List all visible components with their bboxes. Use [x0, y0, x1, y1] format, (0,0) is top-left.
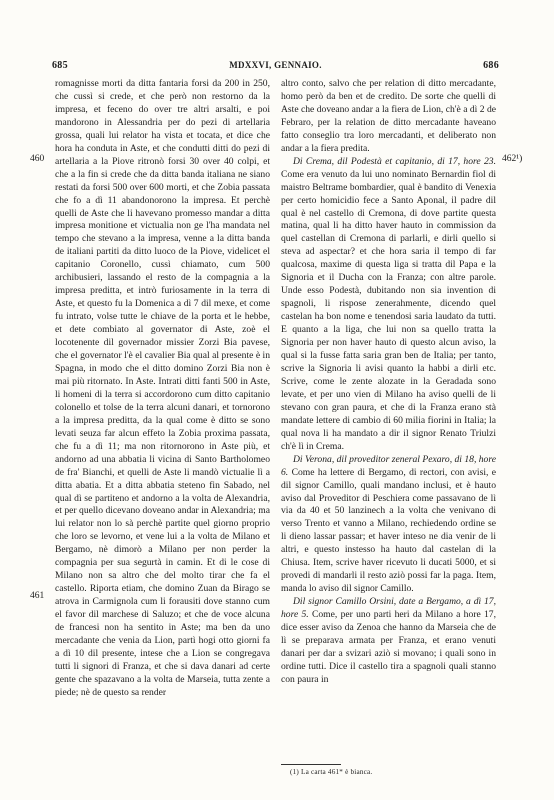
left-paragraph: romagnisse morti da ditta fantaria forsi da 200 in 250, che cussì si crede, et che però non restorno da la impresa, et feceno do over tre altri arsalti, e poi mandorono in Alessandria per do pezi di artellaria grossa, quali lui relator ha vista et tocata, et dice che hora ha conduta in Aste, et che condutti ditti do pezi di artellaria a la Piove ritronò forsi 30 over 40 colpi, et che a la fin si crede che da ditta banda italiana ne siano restati da forsi 500 over 600 morti, et che Zobia passata che fo a dì 11 abandonorono la impresa. Et perchè quelli de Aste che li havevano promesso mandar a ditta impresa monitione et victualia non ge l'ha mandata nel tempo che stevano a la impresa, venne a la ditta banda de italiani partiti da ditto luoco de la Piove, videlicet el capitanio Coronello, cussì chiamato, cum 500 archibusieri, lassando el resto de la compagnia a la impresa preditta, et intrò furiosamente in la terra di Aste, et questo fu la Domenica a dì 7 dil mexe, et come fu intrato, volse tutte le chiave de la porta et le hebbe, et dete combiato al governator di Aste, zoè el locotenente dil governador missier Zorzi Bia pavese, che el governator l'è el cavalier Bia qual al presente è in Spagna, in modo che el ditto domino Zorzi Bia non è mai più ritornato. In Aste. Intrati ditti fanti 500 in Aste, li homeni di la terra si accordorono cum ditto capitanio colonello et tolse de la terra alcuni danari, et tornorono a la impresa preditta, da la qual come è ditto se sono levati seuza far alcun effeto la Zobia proxima passata, che fu a dì 11; ma non ritornorono in Aste più, et andorno ad una abbatia li vicina di Santo Bartholomeo de fra' Bianchi, et quelli de Aste li mandò victualie lì a ditta abatia. Et a ditta abbatia steteno fin Sabado, nel qual dì se partiteno et andorno a la volta de Alexandria, et per quello dicevano doveano andar in Alexandria; ma lui relator non lo sà perchè partite quel giorno proprio che loro se levorno, et vene lui a la volta de Milano et Bergamo, nè dimorò a Milano per non perder la compagnia per sua segurtà in camin. Et di le cose di Milano non sa altro che del molto tirar che fa el castello. Riporta etiam, che domino Zuan da Birago se atrova in Carmignola cum li forausiti dove stanno cum el favor dil marchese di Saluzo; et che de voce alcuna de francesi non ha sentito in Aste; ma ben da uno mercadante che venia da Lion, partì hogi otto giorni fa a dì 10 dil presente, intese che a Lion se congregava tutti li signori di Franza, et che si dava danari ad certe gente che spazavano a la volta de Marseia, tutta zente a piede; nè de questo sa render: [55, 78, 270, 698]
entry-heading-crema: Di Crema, dil Podestà et capitanio, di 17, hore 23.: [293, 155, 496, 167]
right-paragraph-1: altro conto, salvo che per relation di ditto mercadante, homo però da ben et de credito. De sorte che quelli di Aste che doveano andar a la fiera de Lion, ch'è a dì 2 de Febraro, per la relation de ditto mercadante haveano fatto conseglio tra loro mercadanti, et deliberato non andar a la fiera predita.: [281, 78, 496, 154]
entry-heading-verona: Di Verona, dil proveditor zeneral Pexaro, di 18, hore 6.: [281, 453, 496, 478]
margin-number-462: 462¹): [502, 154, 523, 164]
footnote-divider: [281, 764, 341, 765]
footnote: (1) La carta 461* è bianca.: [290, 768, 373, 776]
page-header: [52, 60, 499, 74]
running-title: MDXXVI, GENNAIO.: [229, 60, 322, 70]
left-column: [55, 78, 270, 700]
page-number-left: 685: [52, 60, 68, 71]
entry-body-verona: Come ha lettere di Bergamo, di rectori, con avisi, e dil signor Camillo, quali mandano inclusi, et è hauto aviso dal Proveditor di Peschiera come passavano de lì via da 40 et 50 lanzinech a la volta che venivano di verso Trento et vanno a Milano, rechiedendo ordine se li dieno lassar passar; et haver inteso ne dia venir de li altri, e questo instesso ha hauto dal castelan di la Chiusa. Item, scrive haver ricevuto li ducati 5000, et si provedi di mandarli il resto aziò possi far la paga. Item, manda lo aviso dil signor Camillo.: [281, 466, 496, 595]
margin-number-460: 460: [30, 154, 45, 164]
entry-body-orsini: Come, per uno parti heri da Milano a hore 17, dice esser aviso da Zenoa che hanno da Marseia che de lì se preparava armata per Franza, et erano venuti danari per dar a svizari aziò si movano; i quali sono in ordine tutti. Dice il castello tira a spagnoli quali stanno con paura in: [281, 609, 496, 685]
entry-heading-orsini: Dil signor Camillo Orsini, date a Bergamo, a dì 17, hore 5.: [281, 596, 496, 621]
right-column: [281, 78, 496, 687]
page-number-right: 686: [483, 60, 499, 71]
margin-number-461: 461: [30, 591, 45, 601]
entry-body-crema: Come era venuto da lui uno nominato Bernardin fiol di maistro Beltrame bombardier, qual è bandito di Venexia per certo homicidio fece a Santo Aponal, il padre dil qual è nel castello di Cremona, di dove partite questa matina, qual li ha ditto haver hauto in commission da quel castellan di Cremona di parlarli, e dirli quello si steva ad aspectar? et che hora saria il tempo di far qualcosa, maxime di questa liga si tratta dil Papa e la Signoria et il Ducha con la Franza; con altre parole. Unde esso Podestà, dubitando non sia invention di spagnoli, li rispose zenerahmente, dicendo quel castelan ha bon nome e tenendosi saria laudato da tutti. E quanto a la liga, che lui non sa quello tratta la Signoria per non haver hauto di questo alcun aviso, la qual si la fusse fatta saria gran ben de Italia; per tanto, scrive la Signoria li avisi quanto la habbi a dirli etc. Scrive, come le zente alozate in la Geradada sono levate, et per uno vien di Milano ha aviso quelli de li stevano con gran paura, et che di la Franza erano stà mandate lettere di cambio di 60 milia fiorini in Italia; la qual nova li ha mandato a dir il signor Renato Triulzi ch'è lì in Crema.: [281, 168, 496, 452]
